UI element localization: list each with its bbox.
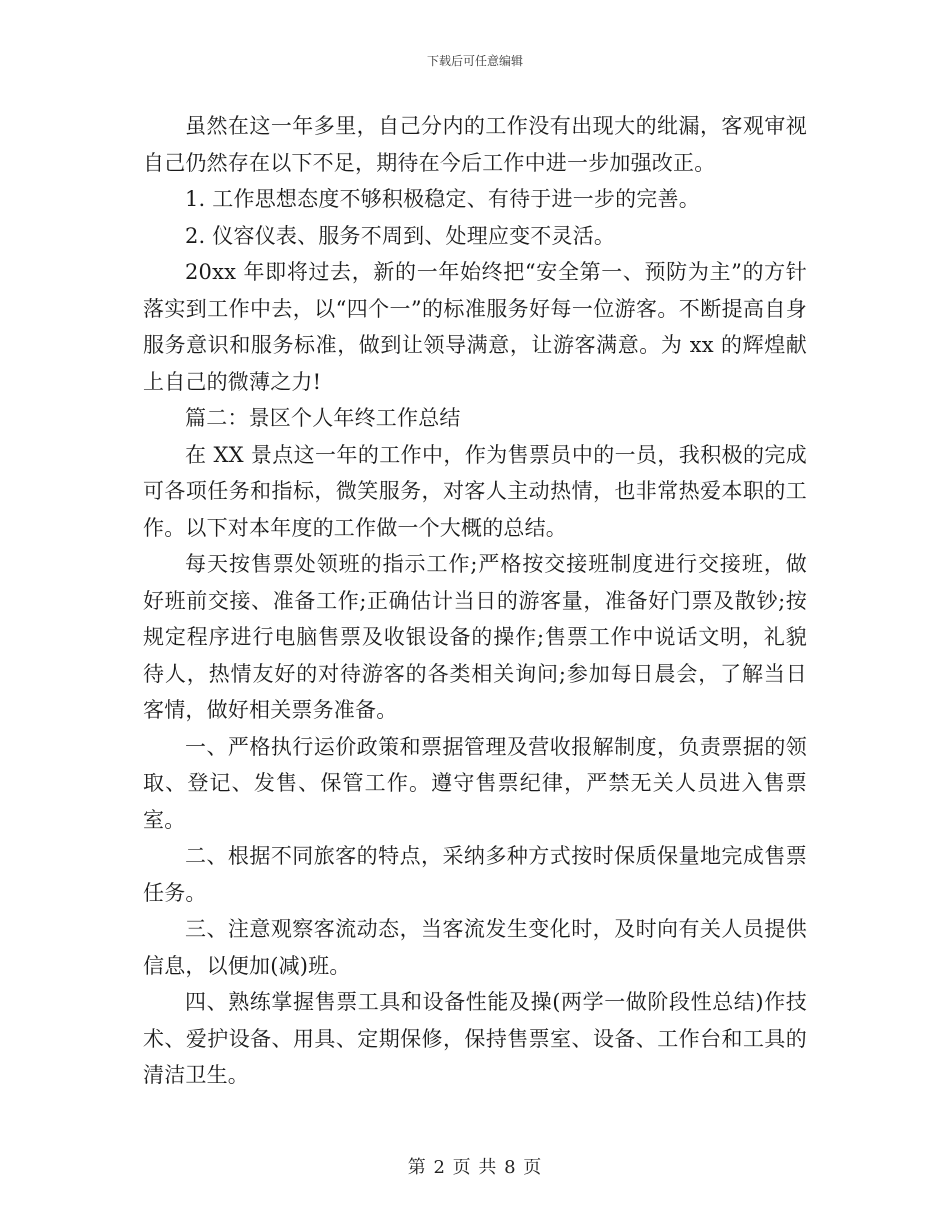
paragraph: 2. 仪容仪表、服务不周到、处理应变不灵活。 [185, 223, 616, 248]
paragraph: 四、熟练掌握售票工具和设备性能及操(两学一做阶段性总结)作技术、爱护设备、用具、定期保修，保持售票室、设备、工作台和工具的清洁卫生。 [143, 990, 807, 1087]
paragraph: 在 XX 景点这一年的工作中，作为售票员中的一员，我积极的完成可各项任务和指标，微笑服务，对客人主动热情，也非常热爱本职的工作。以下对本年度的工作做一个大概的总结。 [143, 442, 807, 540]
paragraph: 一、严格执行运价政策和票据管理及营收报解制度，负责票据的领取、登记、发售、保管工作。遵守售票纪律，严禁无关人员进入售票室。 [143, 734, 807, 832]
paragraph: 1. 工作思想态度不够积极稳定、有待于进一步的完善。 [185, 187, 700, 211]
paragraph: 每天按售票处领班的指示工作;严格按交接班制度进行交接班，做好班前交接、准备工作;正确估计当日的游客量，准备好门票及散钞;按规定程序进行电脑售票及收银设备的操作;售票工作中说话文明，礼貌待人，热情友好的对待游客的各类相关询问;参加每日晨会，了解当日客情，做好相关票务准备。 [143, 552, 807, 722]
paragraph: 虽然在这一年多里，自己分内的工作没有出现大的纰漏，客观审视自己仍然存在以下不足，期待在今后工作中进一步加强改正。 [143, 114, 807, 175]
section-heading: 篇二：景区个人年终工作总结 [185, 406, 461, 430]
page-header: 下载后可任意编辑 [426, 54, 523, 68]
page-number-footer: 第 2 页 共 8 页 [407, 1157, 543, 1178]
document-body [143, 108, 807, 1094]
paragraph: 20xx 年即将过去，新的一年始终把“安全第一、预防为主”的方针落实到工作中去，以“四个一”的标准服务好每一位游客。不断提高自身服务意识和服务标准，做到让领导满意，让游客满意。为 xx 的辉煌献上自己的微薄之力! [143, 260, 807, 394]
paragraph: 二、根据不同旅客的特点，采纳多种方式按时保质保量地完成售票任务。 [143, 844, 807, 905]
paragraph: 三、注意观察客流动态，当客流发生变化时，及时向有关人员提供信息，以便加(减)班。 [143, 917, 807, 978]
